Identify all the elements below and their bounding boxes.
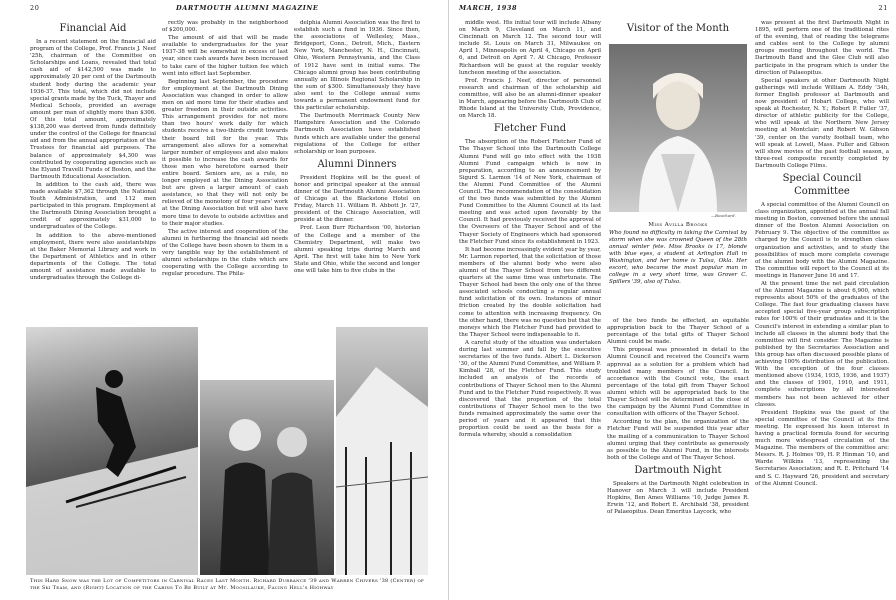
visitor-heading-block	[607, 20, 749, 46]
financial-aid-p6: Beginning last September, the procedure for employment at the Dartmouth Dining Association was changed in order to allow men on aid more time for their studies and greater freedom in their outside activities. This arrangement provides for not more than two hours' work daily for which students receive a two-thirds credit towards their board bill for the year. This arrangement also allows for a somewhat larger number of employees and also makes it possible to increase the cash awards for those men who heretofore earned their entire board. Seniors are, as a rule, no longer employed at the Dining Association but are given a larger amount of cash assistance, so that they will not only be relieved of the monotony of four years' work at the Dining Association but will also have more time to devote to outside activities and to their major studies.	[162, 78, 288, 227]
fletcher-fund-heading: Fletcher Fund	[493, 123, 567, 135]
fletcher-fund-p1: The absorption of the Robert Fletcher Fund of The Thayer School into the Dartmouth College Alumni Fund will go into effect with the 1938 Alumni Fund campaign which is now in preparation, according to an announcement by Sigurd S. Larmon '14 of New York, chairman of the Alumni Fund Committee of the Alumni Council. The recommendation of the consolidation of the two funds was submitted by the Alumni Fund Committee to the Alumni Council at its last meeting and was acted upon favorably by the Council. It had previously received the approval of the Overseers of the Thayer School and of the Thayer Society of Engineers which had sponsored the Fletcher Fund since its establishment in 1923.	[459, 139, 601, 245]
financial-aid-p1: In a recent statement on the financial aid program of the College, Prof. Francis J. Neef '25h, chairman of the Committee on Scholarships and Loans, revealed that total cash aid of $142,500 was made to approximately 20 per cent of the Dartmouth student body during the academic year 1936-37. This total, which did not include special grants made by the Tuck, Thayer and Medical Schools, provided an average amount per man of slightly more than $306. Of this total amount, approximately $138,200 was derived from funds definitely under the control of the College for financial aid and from the annual appropriation of the Trustees for financial aid purposes. The balance of approximately $4,300 was contributed by cooperating agencies such as the Elyand Travelli Funds of Boston, and the Dartmouth Educational Association.	[30, 39, 156, 180]
neef-dinner-p: Prof. Francis J. Neef, director of personnel research and chairman of the scholarship aid committee, will also be an alumni-dinner speaker in March, appearing before the Dartmouth Club of Rhode Island at the University Club, Providence, on March 18.	[459, 77, 601, 120]
ski-photo-caption: Thin Hard Snow was the Lot of Competitors in Carnival Races Last Month. Richard Durrance '39 and Warren Chivers '38 (Center) of the Ski Team, and (Right) Location of the Cabins To Be Built at Mt. Moosilauke, Facing Hell's Highway	[30, 578, 425, 591]
mountain-trees-icon	[336, 327, 428, 575]
financial-aid-heading: Financial Aid	[59, 23, 127, 34]
right-running-head	[449, 4, 896, 16]
special-council-p2: At the present time the net paid circulation of the Alumni Magazine is about 6,900, which represents about 50% of the graduates of the College. The fast four graduating classes have accepted special five-year group subscription rates for 100% of their graduates and it is the Council's interest in extending a similar plan to include all classes in the alumni body that the committee will first consider. The Magazine is published by the Secretaries Association and this group has often discussed possible plans of achieving 100% distribution of the publication. With the exception of the four classes mentioned above (1934, 1935, 1936, and 1937) and the classes of 1901, 1910, and 1911, complete subscriptions by all interested members has not been achieved for other classes.	[755, 281, 889, 408]
left-col-1	[30, 20, 156, 322]
alumni-dinners-p2: Prof. Leon Burr Richardson '00, historian of the College and a member of the Chemistry Department, will make two alumni speaking trips during March and April. The first will take him to New York State and Ohio, while the second and longer one will take him to five clubs in the	[294, 225, 420, 274]
visitor-name: Miss Avilla Brooks	[648, 222, 708, 228]
magazine-title: DARTMOUTH ALUMNI MAGAZINE	[176, 4, 319, 12]
special-council-heading: Special Council Committee	[782, 172, 862, 197]
mountain-photo	[336, 327, 428, 575]
photo-credit: —Bouchard.	[711, 213, 736, 218]
financial-aid-p5: The amount of aid that will be made available to undergraduates for the year 1937-38 will be somewhat in excess of last year, since cash awards have been increased to take care of the higher tuition fee which went into effect last September.	[162, 35, 288, 77]
dartmouth-night-p1: Speakers at the Dartmouth Night celebration in Hanover on March 3 will include President Hopkins, Ben Ames Williams '10, Judge James R. Erwin '12, and Robert E. Archibald '38, president of Palaeopitus. Dean Emeritus Laycock, who	[607, 480, 749, 516]
visitor-caption	[609, 222, 747, 286]
special-council-p1: A special committee of the Alumni Council on class organization, appointed at the annual fall meeting in Boston, convened before the annual dinner of the Boston Alumni Association on February 9. The objective of the committee as charged by the Council is to strengthen class organization and activities, and to study the possibilities of much more complete coverage of the alumni body with the Alumni Magazine. The committee will report to the Council at its meetings in Hanover June 16 and 17.	[755, 201, 889, 279]
fletcher-fund-p4: of the two funds be effected, an equitable appropriation back to the Thayer School of a percentage of the total gifts of Thayer School Alumni could be made.	[607, 318, 749, 346]
financial-aid-p4: rectly was probably in the neighborhood of $200,000.	[162, 20, 288, 34]
right-col-3	[755, 20, 889, 590]
dartmouth-night-p2: was present at the first Dartmouth Night in 1895, will perform one of the traditional rites of the evening, that of reading the telegrams and cables sent to the College by alumni groups meeting throughout the world. The Dartmouth Band and the Glee Club will also participate in the program which is under the direction of Palaeopitus.	[755, 20, 889, 76]
scholarship-p1: delphia Alumni Association was the first to establish such a fund in 1936. Since then, the associations of Wellesley, Mass., Bridgeport, Conn., Detroit, Mich., Eastern New York, Manchester, N. H., Cincinnati, Ohio, Western Pennsylvania, and the Class of 1912 have sent in initial sums. The Chicago alumni group has been contributing annually an Illinois Regional Scholarship in the sum of $300. Simultaneously they have also sent to the College annual sums towards a permanent endowment fund for this particular scholarship.	[294, 20, 420, 112]
financial-aid-p2: In addition to the cash aid, there was made available $7,362 through the National Youth Administration, and 112 men participated in this program. Employment at the Dartmouth Dining Association brought a credit of approximately $31,000 to undergraduates of the College.	[30, 181, 156, 231]
alumni-dinners-heading: Alumni Dinners	[317, 158, 397, 170]
right-page	[448, 0, 896, 600]
page-number-right: 21	[878, 4, 888, 12]
skier-photo	[26, 327, 198, 575]
left-col-3	[294, 20, 420, 322]
dartmouth-night-p3: Special speakers at other Dartmouth Night gatherings will include William A. Eddy '34h, former English professor at Dartmouth and now president of Hobart College, who will speak at Rochester, N. Y.; Robert P. Fuller '37, director of athletic publicity for the College, who will speak at the Northern New Jersey meeting at Montclair; and Robert W. Gibson '39, center on the varsity football team, who will speak at Lowell, Mass. Fuller and Gibson will show movies of the past football season, a three-reel composite recently completed by Dartmouth College Films.	[755, 77, 889, 169]
queen-portrait-icon	[609, 44, 747, 212]
skiers-portrait-photo	[200, 380, 334, 575]
left-running-head	[0, 4, 448, 16]
page-number-left: 20	[30, 4, 40, 12]
special-council-p3: President Hopkins was the guest of the special committee of the Council at its first meeting. He expressed his keen interest in having a practical formula found for securing much more widespread circulation of the Magazine. The members of the committee are: Messrs. R. J. Holmes '09, H. P. Hinman '10, and Warde Wilkins '13, representing the Secretaries Association; and R. E. Pritchard '14 and S. C. Hayward '26, president and secretary of the Alumni Council.	[755, 409, 889, 487]
scholarship-p2: The Dartmouth Merrimack County New Hampshire Association and the Colorado Dartmouth Association have established funds which are available under the general regulations of the College for either scholarship or loan purposes.	[294, 113, 420, 155]
fletcher-fund-p3: A careful study of the situation was undertaken during last summer and fall by the executive secretaries of the two funds. Albert L. Dickerson '30, of the Alumni Fund Committee, and William P. Kimball '28, of the Fletcher Fund. This study included an analysis of the records of contributions of Thayer School men to the Alumni Fund and to the Fletcher Fund respectively. It was discovered that the proportion of the total contributions of Thayer School men to the two funds remained approximately the same over the period of years and it appeared that this proportion could be used as the basis for a formula whereby, should a consolidation	[459, 339, 601, 439]
issue-date: MARCH, 1938	[459, 4, 518, 12]
financial-aid-p3: In addition to the above-mentioned employment, there were also assistantships at the Baker Memorial Library and work in the Department of Athletics and in other departments of the College. The total amount of assistance made available to undergraduates through the College di-	[30, 232, 156, 282]
left-col-2	[162, 20, 288, 322]
financial-aid-p7: The active interest and cooperation of the alumni in furthering the financial aid needs of the College have been shown to them in a very tangible way by the establishment of alumni scholarships in the clubs which are cooperating with the College according to regular procedure. The Phila-	[162, 228, 288, 278]
right-col-1	[459, 20, 601, 590]
fletcher-fund-p2: It had become increasingly evident year by year, Mr. Larmon reported, that the solicitation of those members of the alumni body who were also alumni of the Thayer School from two different quarters at the same time was unfortunate. The Thayer School had been the only one of the three associated schools conducting a regular annual fund solicitation of its own. Instances of minor friction created by the double solicitation had come to attention with increasing frequency. On the other hand, there was no question but that the moneys which the Fletcher Fund had provided to the Thayer School were indispensable to it.	[459, 246, 601, 338]
fletcher-fund-p6: According to the plan, the organization of the Fletcher Fund will be suspended this year after the mailing of a communication to Thayer School alumni urging that they contribute as generously as possible to the Alumni Fund, in the interests both of the College and of The Thayer School.	[607, 419, 749, 461]
richardson-tour-p1: middle west. His initial tour will include Albany on March 9, Cleveland on March 11, and Cincinnati on March 12. The second tour will include St. Louis on March 31, Milwaukee on April 1, Minneapolis on April 4, Chicago on April 6, and Detroit on April 7. At Chicago, Professor Richardson will be guest at the regular weekly luncheon meeting of the association.	[459, 20, 601, 76]
avilla-brooks-photo	[609, 44, 747, 212]
dartmouth-night-heading: Dartmouth Night	[634, 464, 722, 476]
fletcher-fund-p5: This proposal was presented in detail to the Alumni Council and received the Council's warm approval as a solution for a problem which had troubled many members of the Council. In accordance with the Council vote, the exact percentage of the total gift from Thayer School alumni which will be appropriated back to the Thayer School will be determined at the close of the campaign by the Alumni Fund Committee in consultation with officers of the Thayer School.	[607, 347, 749, 418]
visitor-description: Who found no difficulty in taking the Carnival by storm when she was crowned Queen of the 28th annual winter fete. Miss Brooks is 17, blonde with blue eyes, a student at Arlington Hall in Washington, and her home is Tulsa, Okla. Her escort, who became the most popular man in college in a very short time, was Grover C. Spillers '39, also of Tulsa.	[609, 230, 747, 285]
two-skiers-icon	[200, 380, 334, 575]
skier-silhouette-icon	[26, 327, 198, 575]
alumni-dinners-p1: President Hopkins will be the guest of honor and principal speaker at the annual dinner of the Dartmouth Alumni Association of Chicago at the Blackstone Hotel on Friday, March 11. William R. Abbott Jr. '27, president of the Chicago Association, will preside at the dinner.	[294, 174, 420, 224]
visitor-heading: Visitor of the Month	[626, 23, 730, 34]
right-col-2-bottom	[607, 318, 749, 590]
